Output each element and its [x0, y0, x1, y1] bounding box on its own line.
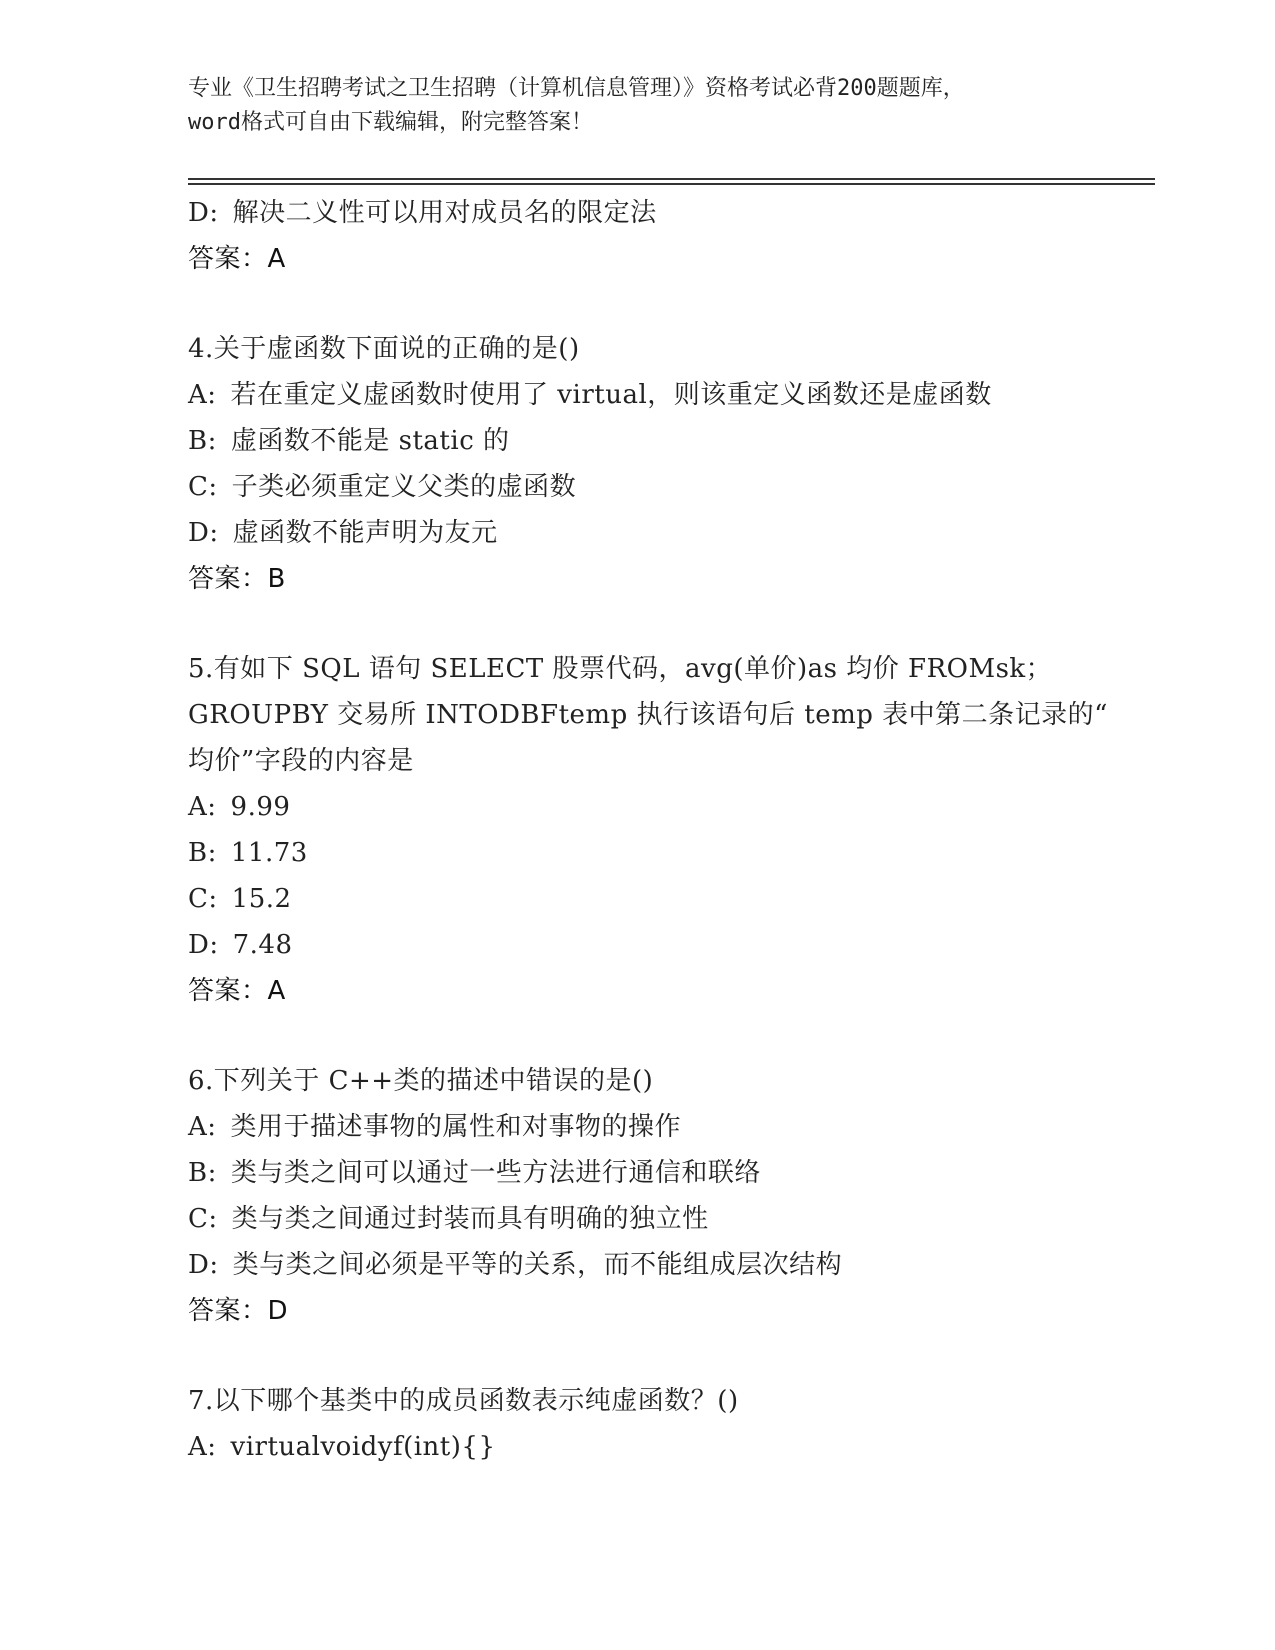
- option-label: D:: [188, 198, 219, 228]
- question-5-answer: 答案：A: [188, 976, 286, 1006]
- option-text: 虚函数不能声明为友元: [232, 518, 498, 548]
- question-4-option-a: [188, 372, 1148, 418]
- option-label: A:: [188, 792, 217, 822]
- option-text: 9.99: [230, 792, 291, 822]
- spacer: [188, 1014, 1148, 1058]
- question-6-option-b: [188, 1150, 1148, 1196]
- question-list: [188, 190, 1148, 1470]
- option-text: 子类必须重定义父类的虚函数: [231, 472, 577, 502]
- option-label: B:: [188, 1158, 217, 1188]
- spacer: [188, 602, 1148, 646]
- option-label: C:: [188, 884, 218, 914]
- question-4-option-b: [188, 418, 1148, 464]
- option-text: 15.2: [231, 884, 292, 914]
- option-label: D:: [188, 930, 219, 960]
- question-4-answer: 答案：B: [188, 564, 286, 594]
- question-5-stem-line-1: 5.有如下 SQL 语句 SELECT 股票代码，avg(单价)as 均价 FROMsk；: [188, 654, 1053, 684]
- option-text: 11.73: [230, 838, 308, 868]
- option-label: C:: [188, 1204, 218, 1234]
- document-header: [188, 72, 1088, 140]
- option-text: 虚函数不能是 static 的: [230, 426, 510, 456]
- option-label: A:: [188, 1432, 217, 1462]
- option-text: 类与类之间必须是平等的关系，而不能组成层次结构: [232, 1250, 843, 1280]
- question-4-option-c: [188, 464, 1148, 510]
- option-label: C:: [188, 472, 218, 502]
- option-label: D:: [188, 518, 219, 548]
- option-label: D:: [188, 1250, 219, 1280]
- header-title-line-1: 专业《卫生招聘考试之卫生招聘（计算机信息管理）》资格考试必背200题题库，: [188, 76, 965, 101]
- option-label: A:: [188, 1112, 217, 1142]
- question-5-option-c: [188, 876, 1148, 922]
- question-6-option-d: [188, 1242, 1148, 1288]
- option-text: virtualvoidyf(int){}: [230, 1432, 496, 1462]
- header-divider-bottom: [188, 183, 1155, 185]
- prev-answer: 答案：A: [188, 244, 286, 274]
- option-text: 解决二义性可以用对成员名的限定法: [232, 198, 657, 228]
- question-5-stem-line-2: GROUPBY 交易所 INTODBFtemp 执行该语句后 temp 表中第二条记录的“: [188, 700, 1108, 730]
- question-5-option-b: [188, 830, 1148, 876]
- option-label: B:: [188, 838, 217, 868]
- header-title-line-2: word格式可自由下载编辑，附完整答案！: [188, 110, 593, 135]
- question-6-stem: 6.下列关于 C++类的描述中错误的是(): [188, 1066, 654, 1096]
- option-text: 类与类之间通过封装而具有明确的独立性: [231, 1204, 709, 1234]
- question-5-option-a: [188, 784, 1148, 830]
- question-6-option-c: [188, 1196, 1148, 1242]
- spacer: [188, 1334, 1148, 1378]
- question-6-option-a: [188, 1104, 1148, 1150]
- option-text: 类与类之间可以通过一些方法进行通信和联络: [230, 1158, 761, 1188]
- question-6-answer: 答案：D: [188, 1296, 289, 1326]
- prev-option-d: [188, 190, 1148, 236]
- spacer: [188, 282, 1148, 326]
- question-5-option-d: [188, 922, 1148, 968]
- question-7-option-a: [188, 1424, 1148, 1470]
- question-5-stem-line-3: 均价”字段的内容是: [188, 746, 414, 776]
- option-label: A:: [188, 380, 217, 410]
- option-text: 类用于描述事物的属性和对事物的操作: [230, 1112, 682, 1142]
- option-text: 7.48: [232, 930, 293, 960]
- option-text: 若在重定义虚函数时使用了 virtual，则该重定义函数还是虚函数: [230, 380, 992, 410]
- header-divider-top: [188, 178, 1155, 180]
- question-4-stem: 4.关于虚函数下面说的正确的是(): [188, 334, 580, 364]
- question-4-option-d: [188, 510, 1148, 556]
- question-7-stem: 7.以下哪个基类中的成员函数表示纯虚函数？(): [188, 1386, 739, 1416]
- option-label: B:: [188, 426, 217, 456]
